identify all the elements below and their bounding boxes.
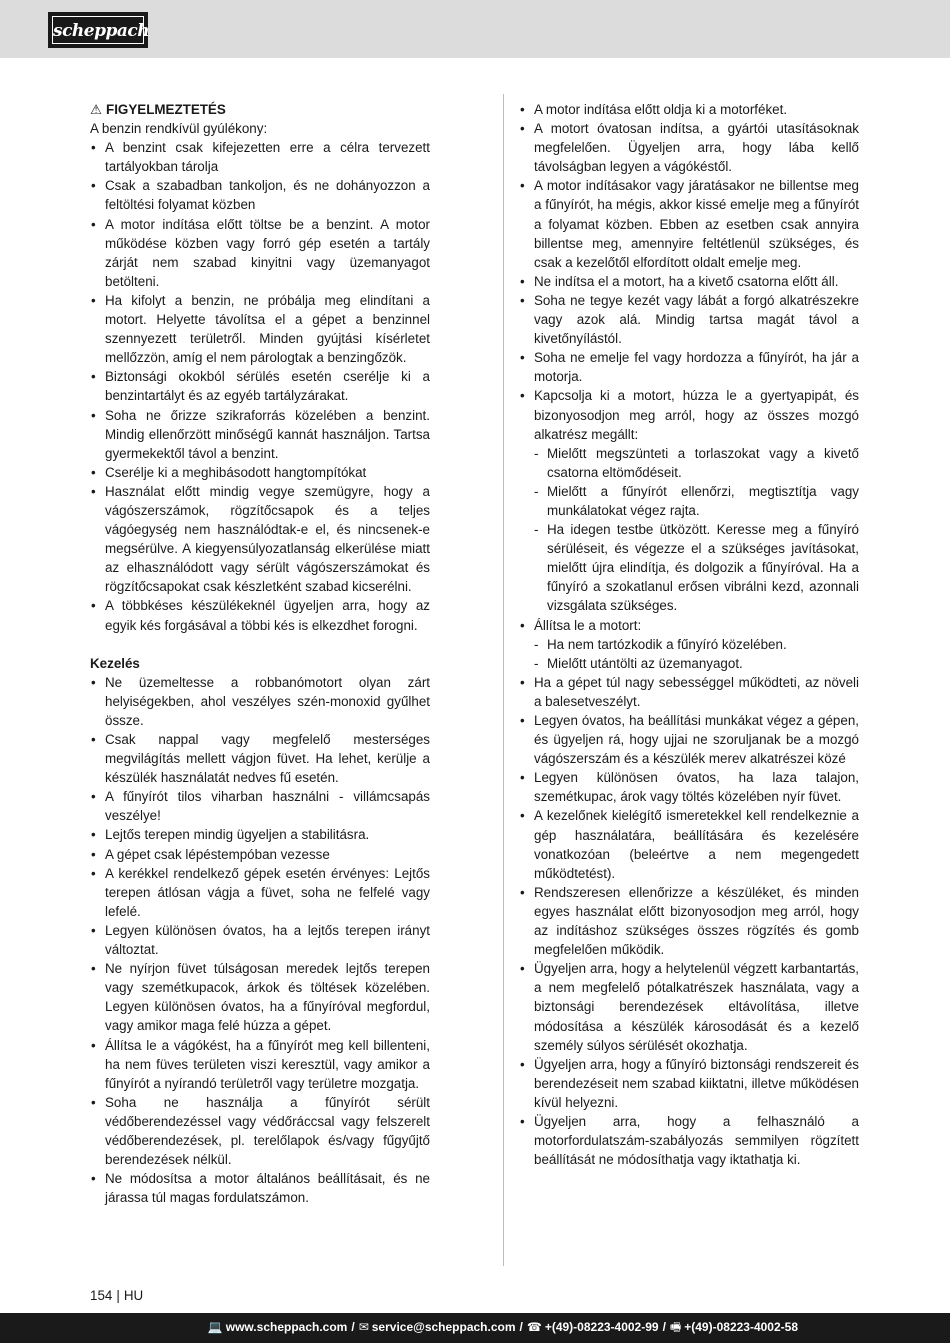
list-item-text: Biztonsági okokból sérülés esetén cserélje ki a benzintartályt és az egyéb tartályzárakat. <box>105 369 430 404</box>
list-item-text: Ügyeljen arra, hogy a felhasználó a motorfordulatszám-szabályozás semmilyen rögzített beállítását ne módosíthatja vagy iktathatja ki. <box>534 1113 859 1168</box>
list-item <box>519 883 859 959</box>
list-item-text: A fűnyírót tilos viharban használni - villámcsapás veszélye! <box>105 789 430 824</box>
list-item-text: Csak a szabadban tankoljon, és ne dohányozzon a feltöltési folyamat közben <box>105 178 430 213</box>
sub-list-item <box>519 482 859 520</box>
list-item <box>90 463 430 482</box>
list-item <box>90 176 430 214</box>
sub-list-item <box>519 444 859 482</box>
list-item-text: A kerékkel rendelkező gépek esetén érvényes: Lejtős terepen átlósan vágja a füvet, soha ne felfelé vagy lefelé. <box>105 865 430 919</box>
bullet-marker: • <box>91 732 96 747</box>
computer-icon: 💻 <box>207 1320 223 1334</box>
contact-footer-bar <box>0 1313 950 1343</box>
sub-list-item <box>519 654 859 673</box>
list-item-text: Ha idegen testbe ütközött. Keresse meg a fűnyíró sérüléseit, és végezze el a szükséges javításokat, mielőtt újra elindítja, és dolgozik a fűnyíróval. Ha a fűnyíró a szokatlanul erősen vibrálni kezd, azonnali vizsgálata szükséges. <box>547 522 859 614</box>
list-item <box>519 1112 859 1169</box>
bullet-marker: • <box>91 369 96 385</box>
list-item-text: Lejtős terepen mindig ügyeljen a stabilitásra. <box>105 827 370 843</box>
list-item <box>519 100 859 119</box>
list-item-text: A kezelőnek kielégítő ismeretekkel kell rendelkeznie a gép használatára, beállítására és kezelésére vonatkozóan (beleértve a nem megengedett működtetést). <box>534 808 859 881</box>
list-item-text: Mielőtt a fűnyírót ellenőrzi, megtisztítja vagy munkálatokat végez rajta. <box>547 483 859 518</box>
bullet-marker: • <box>520 178 525 194</box>
list-item-text: Ne módosítsa a motor általános beállításait, és ne járassa túl magas fordulatszámon. <box>105 1171 430 1206</box>
contact-separator: / <box>519 1320 523 1334</box>
bullet-marker: • <box>520 350 525 366</box>
list-item-text: Soha ne használja a fűnyírót sérült védőberendezéssel vagy védőráccsal vagy felszerelt védőberendezések, pl. terelőlapok és/vagy fűgyűjtő berendezések nélkül. <box>105 1094 430 1168</box>
phone-number: +(49)-08223-4002-99 <box>544 1320 659 1334</box>
list-item-text: A többkéses készülékeknél ügyeljen arra, hogy az egyik kés forgásával a többi kés is elkezdhet forogni. <box>105 598 430 633</box>
bullet-marker: • <box>520 770 525 786</box>
left-column <box>90 100 430 1207</box>
dash-marker: - <box>534 483 539 499</box>
bullet-marker: • <box>520 884 525 900</box>
heading-text: Kezelés <box>90 655 140 671</box>
list-item <box>90 138 430 176</box>
bullet-marker: • <box>91 827 96 843</box>
list-item-text: Mielőtt utántölti az üzemanyagot. <box>547 655 743 671</box>
scheppach-logo <box>48 12 148 48</box>
section-heading <box>90 100 430 119</box>
list-item <box>90 959 430 1035</box>
bullet-marker: • <box>91 178 96 194</box>
list-item <box>90 845 430 864</box>
bullet-marker: • <box>520 292 525 308</box>
phone-icon: ☎ <box>526 1320 542 1334</box>
list-item-text: Csak nappal vagy megfelelő mesterséges megvilágítás mellett vágjon füvet. Ha lehet, kerülje a készülék használatát nedves fű esetén. <box>105 732 430 786</box>
list-item <box>519 176 859 271</box>
list-item <box>519 673 859 711</box>
fax-icon: 🖷 <box>669 1320 682 1334</box>
bullet-marker: • <box>520 1113 525 1129</box>
list-item <box>519 1055 859 1112</box>
right-column <box>519 100 859 1169</box>
list-item <box>90 596 430 634</box>
warning-triangle-icon: ⚠ <box>90 102 103 117</box>
list-item <box>519 616 859 635</box>
list-item <box>90 787 430 825</box>
contact-line <box>208 1313 798 1343</box>
list-item-text: Soha ne őrizze szikraforrás közelében a benzint. Mindig ellenőrzött minőségű kannát használjon. Tartsa gyermekektől távol a benzint. <box>105 407 430 461</box>
sub-list-item <box>519 520 859 615</box>
list-item <box>90 482 430 597</box>
intro-text: A benzin rendkívül gyúlékony: <box>90 121 268 137</box>
bullet-marker: • <box>520 388 525 404</box>
section-gap <box>90 635 430 654</box>
contact-separator: / <box>351 1320 355 1334</box>
bullet-marker: • <box>91 922 96 938</box>
bullet-marker: • <box>91 961 96 977</box>
list-item <box>90 1093 430 1169</box>
fax-number: +(49)-08223-4002-58 <box>684 1320 798 1334</box>
column-divider <box>503 94 504 1266</box>
bullet-marker: • <box>91 216 96 232</box>
bullet-marker: • <box>520 1056 525 1072</box>
dash-marker: - <box>534 636 539 652</box>
bullet-marker: • <box>91 1171 96 1187</box>
page-footer-number <box>90 1287 143 1305</box>
dash-marker: - <box>534 445 539 461</box>
list-item-text: Állítsa le a motort: <box>534 617 642 633</box>
list-item <box>90 215 430 291</box>
list-item-text: Használat előtt mindig vegye szemügyre, hogy a vágószerszámok, rögzítőcsapok és a teljes vágóegység nem használódtak-e el, és nincsenek-e megsérülve. A kiegyensúlyozatlanság elkerülése miatt az elhasználódott vagy sérült vágószerszámokat és rögzítőcsapokat csak készletként szabad kicserélni. <box>105 483 430 595</box>
list-item-text: Ügyeljen arra, hogy a fűnyíró biztonsági rendszereit és berendezéseit nem szabad kiiktatni, illetve működésen kívül helyezni. <box>534 1056 859 1110</box>
list-item <box>90 367 430 405</box>
bullet-marker: • <box>91 865 96 881</box>
list-item <box>519 386 859 443</box>
bullet-marker: • <box>91 789 96 805</box>
list-item-text: A motor indítása előtt töltse be a benzint. A motor működése közben vagy forró gép esetén a tartály zárját nem szabad kinyitni vagy üzemanyagot betölteni. <box>105 216 430 289</box>
page-header <box>0 0 950 58</box>
website-link[interactable]: www.scheppach.com <box>225 1320 348 1334</box>
list-item-text: Legyen különösen óvatos, ha a lejtős terepen irányt változtat. <box>105 922 430 958</box>
bullet-marker: • <box>91 1094 96 1110</box>
list-item <box>90 864 430 921</box>
list-item-text: Kapcsolja ki a motort, húzza le a gyertyapipát, és bizonyosodjon meg arról, hogy az összes mozgó alkatrész megállt: <box>534 388 859 442</box>
list-item-text: A motor indítása előtt oldja ki a motorféket. <box>534 102 788 117</box>
page-number: 154 <box>90 1288 113 1303</box>
list-item-text: A motor indításakor vagy járatásakor ne billentse meg a fűnyírót, ha mégis, akkor kissé emelje meg a fűnyírót a folyamat közben. Ebben az esetben csak annyira billentse meg, amennyire feltétlenül szükséges, és csak a kezelőtől elfordított oldalt emelje meg. <box>534 178 859 270</box>
bullet-marker: • <box>520 121 525 137</box>
list-item <box>519 806 859 882</box>
list-item-text: Rendszeresen ellenőrizze a készüléket, és minden egyes használat előtt bizonyosodjon meg arról, hogy az indításhoz szükséges összes rögzítés és gomb megfelelően működik. <box>534 884 859 958</box>
list-item <box>90 730 430 787</box>
list-item-text: Ha kifolyt a benzin, ne próbálja meg elindítani a motort. Helyette távolítsa el a gépet a benzinnel szennyezett területről. Minden gyújtási kísérletet mellőzzön, amíg el nem párologtak a benzingőzök. <box>105 292 430 366</box>
page-separator: | <box>116 1288 120 1303</box>
bullet-marker: • <box>520 808 525 824</box>
bullet-marker: • <box>520 961 525 977</box>
bullet-marker: • <box>520 713 525 728</box>
list-item <box>90 406 430 463</box>
section-heading <box>90 654 430 673</box>
list-item <box>90 291 430 367</box>
list-item-text: A motort óvatosan indítsa, a gyártói utasításoknak megfelelően. Ügyeljen arra, hogy lába kellő távolságban legyen a vágókéstől. <box>534 121 859 175</box>
dash-marker: - <box>534 522 539 538</box>
list-item-text: Ne indítsa el a motort, ha a kivető csatorna előtt áll. <box>534 273 839 289</box>
bullet-marker: • <box>520 674 525 690</box>
bullet-marker: • <box>91 140 96 156</box>
list-item <box>519 959 859 1054</box>
list-item <box>90 825 430 844</box>
bullet-marker: • <box>91 464 96 480</box>
list-item-text: Ne nyírjon füvet túlságosan meredek lejtős terepen vagy szemétkupacok, árkok és töltések közelében. Legyen különösen óvatos, ha a fűnyíróval megfordul, vagy amikor maga felé húzza a gépet. <box>105 961 430 1034</box>
list-item <box>519 272 859 291</box>
list-item <box>90 1036 430 1093</box>
list-item-text: Cserélje ki a meghibásodott hangtompítókat <box>105 464 367 480</box>
list-item <box>519 768 859 806</box>
list-item <box>90 1169 430 1207</box>
list-item-text: Mielőtt megszünteti a torlaszokat vagy a kivető csatorna eltömődéseit. <box>547 445 859 480</box>
bullet-marker: • <box>91 483 96 499</box>
mail-icon: ✉ <box>358 1320 369 1334</box>
bullet-marker: • <box>520 273 525 289</box>
list-item-text: Ha a gépet túl nagy sebességgel működteti, az növeli a balesetveszélyt. <box>534 674 859 709</box>
list-item <box>519 348 859 386</box>
list-item-text: A gépet csak lépéstempóban vezesse <box>105 846 330 862</box>
list-item <box>90 921 430 959</box>
list-item-text: Ne üzemeltesse a robbanómotort olyan zárt helyiségekben, ahol veszélyes szén-monoxid gyűlhet össze. <box>105 674 430 728</box>
list-item <box>519 119 859 176</box>
email-link[interactable]: service@scheppach.com <box>371 1320 516 1334</box>
bullet-marker: • <box>91 598 96 614</box>
list-item <box>519 711 859 768</box>
logo-text: scheppach <box>52 16 144 44</box>
bullet-marker: • <box>520 102 525 117</box>
heading-text: FIGYELMEZTETÉS <box>106 102 226 117</box>
list-item-text: Ha nem tartózkodik a fűnyíró közelében. <box>547 636 787 652</box>
list-item-text: Soha ne tegye kezét vagy lábát a forgó alkatrészekre vagy azok alá. Mindig tartsa magát távol a kivetőnyílástól. <box>534 292 859 347</box>
contact-separator: / <box>662 1320 666 1334</box>
list-item-text: Soha ne emelje fel vagy hordozza a fűnyírót, ha jár a motorja. <box>534 350 859 385</box>
bullet-marker: • <box>91 674 96 690</box>
list-item-text: Állítsa le a vágókést, ha a fűnyírót meg kell billenteni, ha nem füves területen viszi keresztül, vagy amikor a fűnyírót a nyírandó területről vagy területre mozgatja. <box>105 1037 430 1091</box>
list-item <box>90 673 430 730</box>
bullet-marker: • <box>91 846 96 862</box>
sub-list-item <box>519 635 859 654</box>
bullet-marker: • <box>91 1037 96 1053</box>
list-item-text: Legyen óvatos, ha beállítási munkákat végez a gépen, és ügyeljen rá, hogy ujjai ne szoruljanak be a mozgó vágószerszám és a készülék merev alkatrészei közé <box>534 713 859 767</box>
list-item <box>519 291 859 348</box>
bullet-marker: • <box>91 292 96 308</box>
bullet-marker: • <box>91 407 96 423</box>
bullet-marker: • <box>520 617 525 633</box>
list-item-text: Legyen különösen óvatos, ha laza talajon, szemétkupac, árok vagy töltés közelében nyír füvet. <box>534 770 859 805</box>
list-item-text: A benzint csak kifejezetten erre a célra tervezett tartályokban tárolja <box>105 140 430 175</box>
dash-marker: - <box>534 655 539 671</box>
language-code: HU <box>123 1288 144 1303</box>
list-item-text: Ügyeljen arra, hogy a helytelenül végzett karbantartás, a nem megfelelő pótalkatrészek használata, vagy a biztonsági berendezések eltávolítása, illetve módosítása a készülék károsodását és a kezelő személy súlyos sérülését okozhatja. <box>534 961 859 1053</box>
